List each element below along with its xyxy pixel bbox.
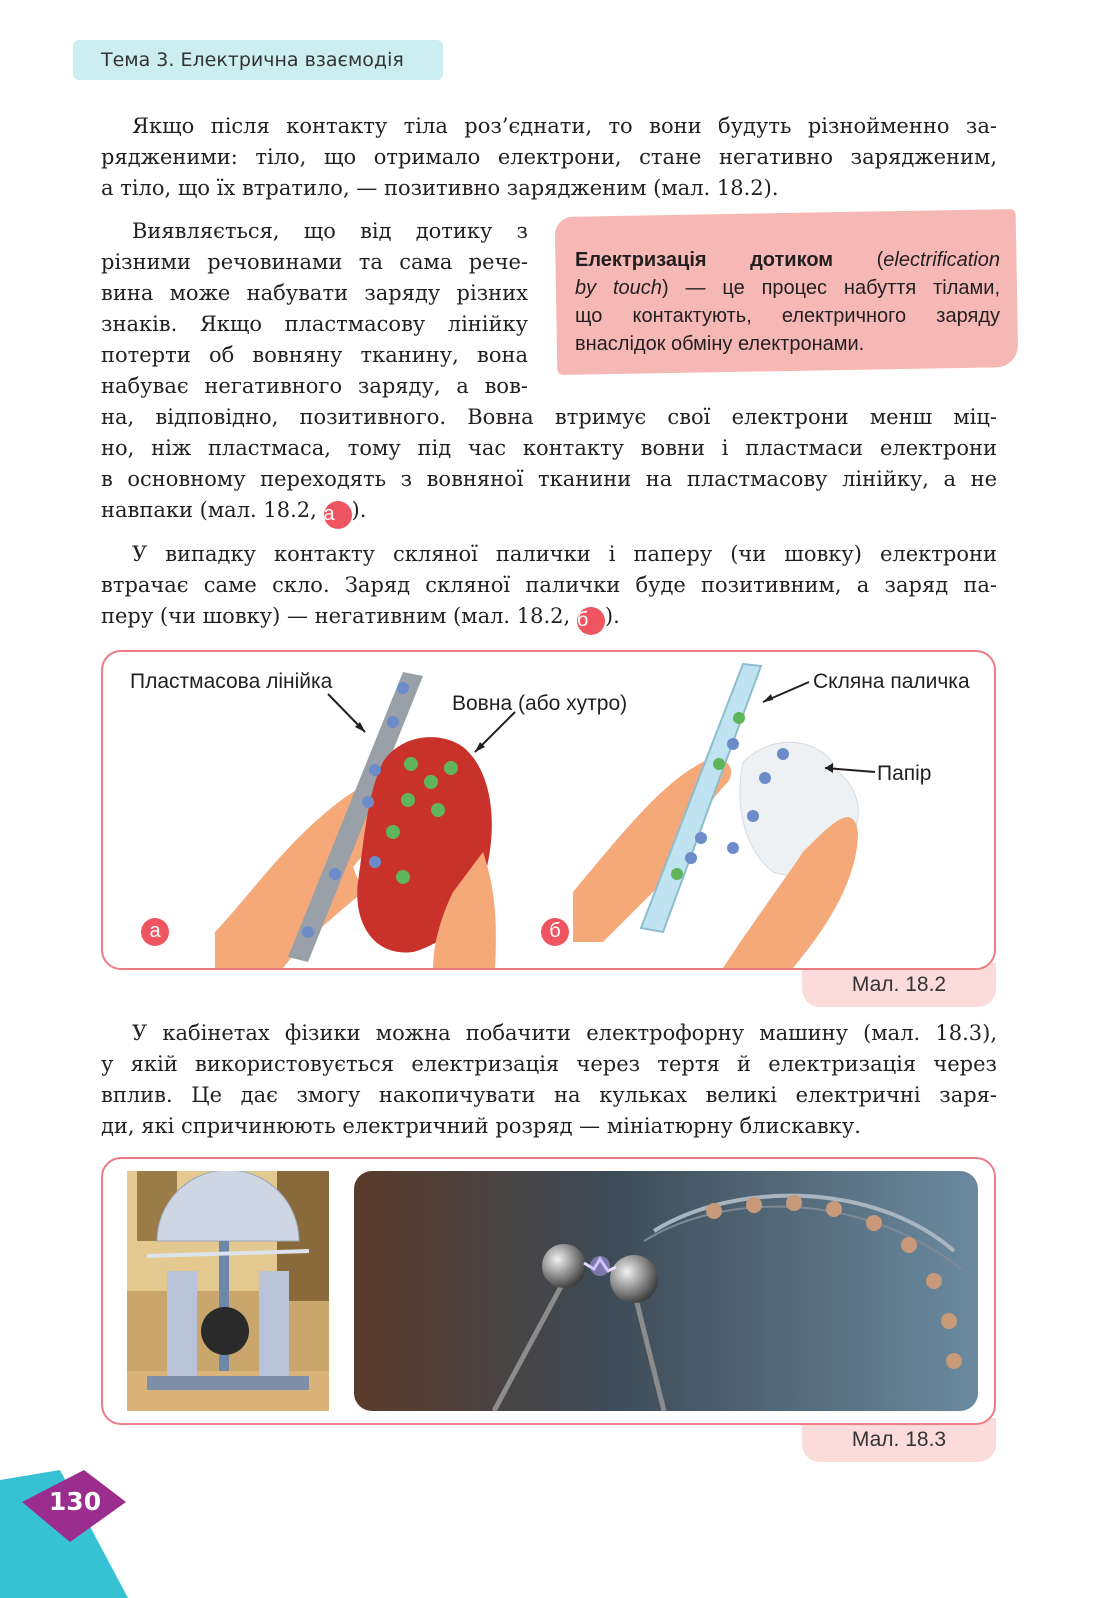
text-fragment: навпаки (мал. 18.2,	[101, 498, 324, 522]
definition-text	[575, 246, 1000, 358]
text-line: набуває негативного заряду, а вов-	[101, 374, 528, 398]
definition-line: внаслідок обміну електронами.	[575, 333, 865, 355]
definition-english: electrification	[883, 249, 1000, 271]
text-line: рядженими: тіло, що отримало електрони, стане негативно зарядженим,	[101, 145, 997, 169]
topic-header: Тема 3. Електрична взаємодія	[73, 40, 443, 80]
text-fragment: ).	[351, 498, 367, 522]
text-line: знаків. Якщо пластмасову лінійку	[101, 312, 528, 336]
marker-a: а	[324, 501, 352, 529]
text-line: на, відповідно, позитивного. Вовна втримує свої електрони менш міц-	[101, 405, 997, 429]
text-line: в основному переходять з вовняної тканини на пластмасову лінійку, а не	[101, 467, 997, 491]
text-line: вплив. Це дає змогу накопичувати на кульках великі електричні заря-	[101, 1083, 997, 1107]
paragraph-3	[101, 539, 997, 635]
definition-line: що контактують, електричного заряду	[575, 305, 1000, 327]
text-line: різними речовинами та сама рече-	[101, 250, 528, 274]
marker-b: б	[577, 607, 605, 635]
figure-18-2	[101, 650, 996, 970]
figure-18-3	[101, 1157, 996, 1425]
text-line: У кабінетах фізики можна побачити електрофорну машину (мал. 18.3),	[132, 1021, 997, 1045]
text-line: Якщо після контакту тіла роз’єднати, то вони будуть різнойменно за-	[132, 114, 997, 138]
definition-rest: ) — це процес набуття тілами,	[661, 277, 1001, 299]
text-line: но, ніж пластмаса, тому під час контакту вовни і пластмаси електрони	[101, 436, 997, 460]
text-line: втрачає саме скло. Заряд скляної палички буде позитивним, а заряд па-	[101, 573, 997, 597]
label-plastic-ruler: Пластмасова лінійка	[130, 670, 333, 693]
definition-english: by touch	[575, 277, 662, 299]
text-line: потерти об вовняну тканину, вона	[101, 343, 528, 367]
text-fragment: перу (чи шовку) — негативним (мал. 18.2,	[101, 604, 577, 628]
photo-electrophore-machine	[127, 1171, 329, 1411]
label-wool: Вовна (або хутро)	[452, 692, 628, 715]
text-fragment: ).	[604, 604, 620, 628]
text-line	[101, 495, 997, 529]
text-line	[101, 601, 997, 635]
definition-paren: (	[833, 249, 884, 271]
paragraph-2-narrow	[101, 216, 528, 402]
text-line: У випадку контакту скляної палички і паперу (чи шовку) електрони	[132, 542, 997, 566]
photo-electric-spark	[354, 1171, 978, 1411]
label-paper: Папір	[877, 762, 932, 785]
text-line: вина може набувати заряду різних	[101, 281, 528, 305]
text-line: Виявляється, що від дотику з	[132, 219, 528, 243]
paragraph-4	[101, 1018, 997, 1142]
paragraph-1	[101, 111, 997, 204]
text-line: ди, які спричинюють електричний розряд — мініатюрну блискавку.	[101, 1114, 861, 1138]
definition-term: Електризація дотиком	[575, 249, 834, 271]
page-number: 130	[48, 1487, 102, 1516]
panel-b-marker: б	[541, 918, 569, 946]
figure-caption-18-3: Мал. 18.3	[802, 1418, 996, 1462]
paragraph-2-wide	[101, 402, 997, 529]
panel-a-illustration	[215, 672, 515, 968]
label-glass-rod: Скляна паличка	[813, 670, 970, 693]
figure-caption-18-2: Мал. 18.2	[802, 963, 996, 1007]
panel-a-marker: а	[141, 918, 169, 946]
text-line: у якій використовується електризація через тертя й електризація через	[101, 1052, 997, 1076]
text-line: а тіло, що їх втратило, — позитивно зарядженим (мал. 18.2).	[101, 176, 779, 200]
